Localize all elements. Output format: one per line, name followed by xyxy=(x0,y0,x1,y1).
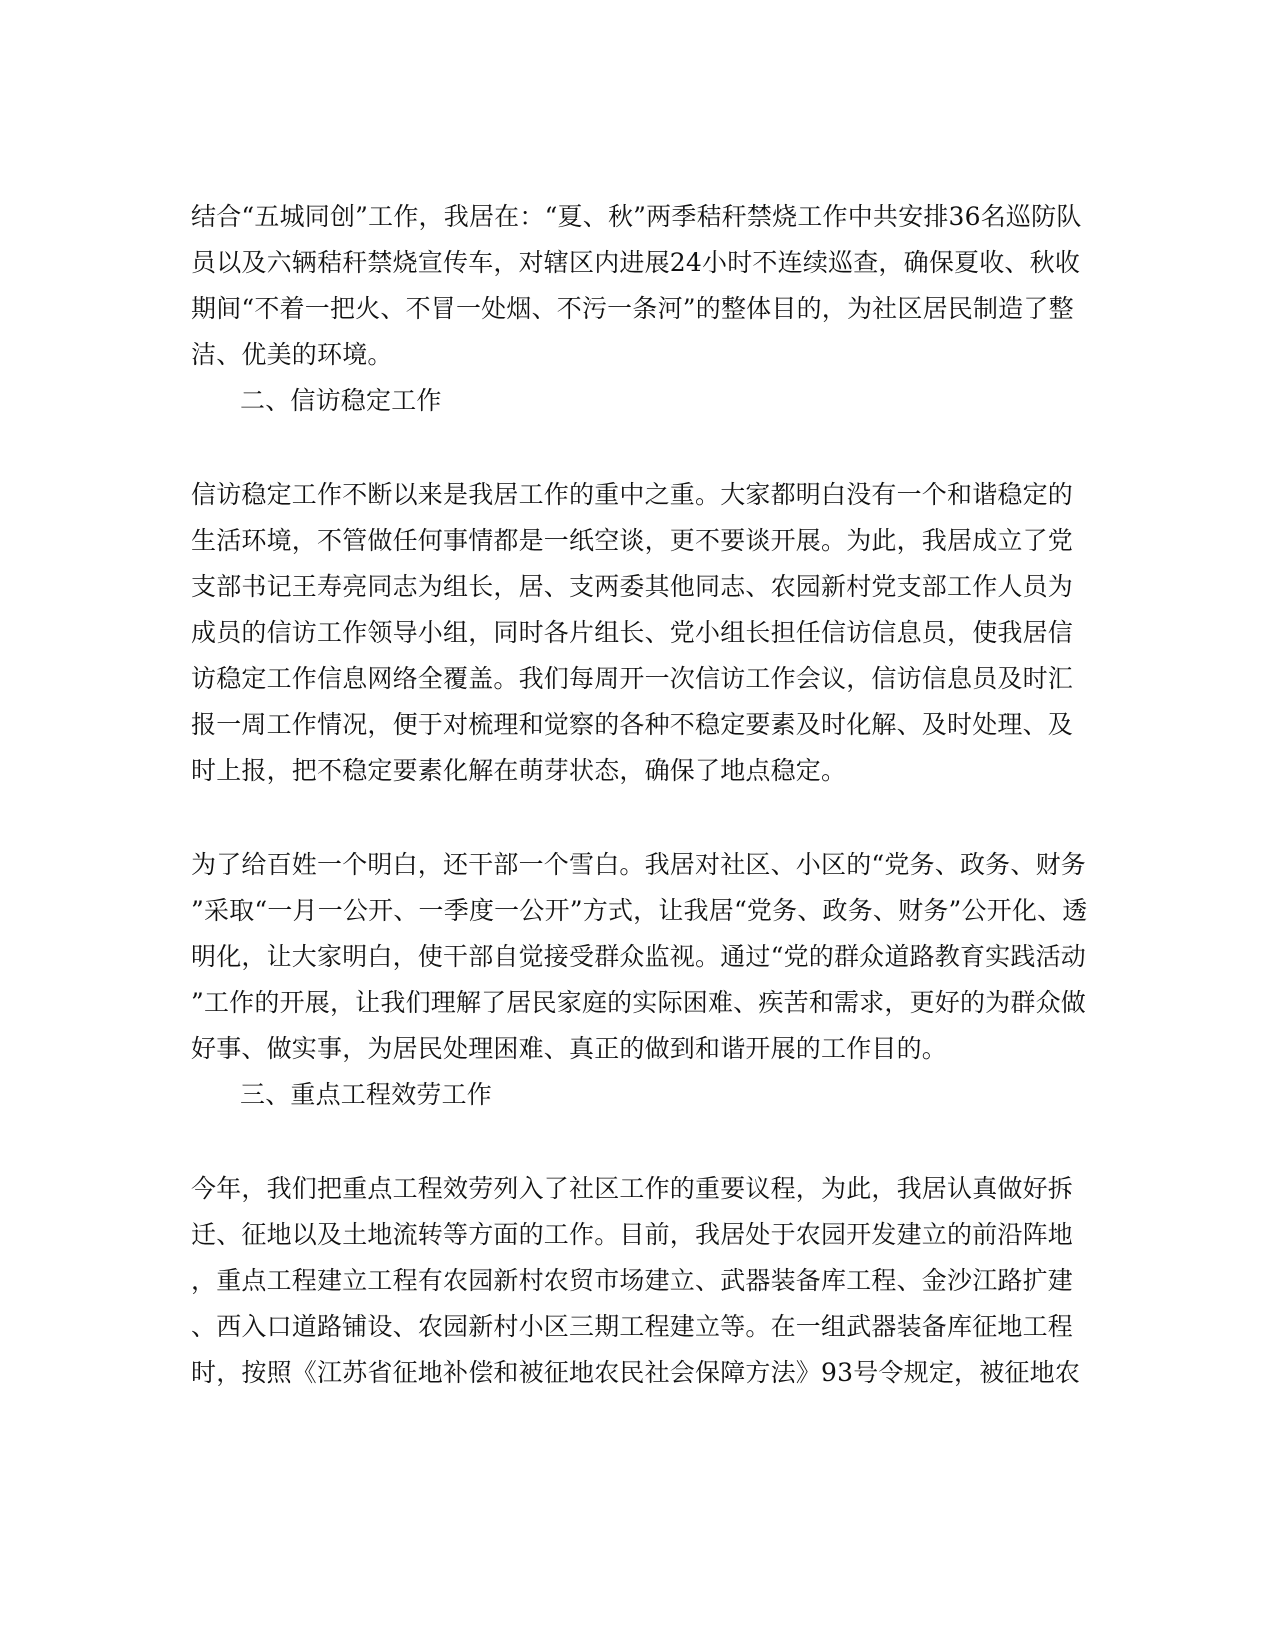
paragraph-line: 时，按照《江苏省征地补偿和被征地农民社会保障方法》93号令规定，被征地农 xyxy=(191,1358,1081,1387)
paragraph-line: 报一周工作情况，便于对梳理和觉察的各种不稳定要素及时化解、及时处理、及 xyxy=(191,710,1074,739)
paragraph-line: 好事、做实事，为居民处理困难、真正的做到和谐开展的工作目的。 xyxy=(191,1034,948,1063)
paragraph-line: 访稳定工作信息网络全覆盖。我们每周开一次信访工作会议，信访信息员及时汇 xyxy=(191,664,1074,693)
section-heading: 二、信访稳定工作 xyxy=(240,386,442,415)
section-heading: 三、重点工程效劳工作 xyxy=(240,1080,493,1109)
paragraph-line: ”采取“一月一公开、一季度一公开”方式，让我居“党务、政务、财务”公开化、透 xyxy=(191,896,1088,925)
paragraph-line: 员以及六辆秸秆禁烧宣传车，对辖区内进展24小时不连续巡查，确保夏收、秋收 xyxy=(191,248,1081,277)
paragraph-line: ”工作的开展，让我们理解了居民家庭的实际困难、疾苦和需求，更好的为群众做 xyxy=(191,988,1086,1017)
paragraph-line: 生活环境，不管做任何事情都是一纸空谈，更不要谈开展。为此，我居成立了党 xyxy=(191,526,1074,555)
paragraph-line: 明化，让大家明白，使干部自觉接受群众监视。通过“党的群众道路教育实践活动 xyxy=(191,942,1086,971)
paragraph-line: 今年，我们把重点工程效劳列入了社区工作的重要议程，为此，我居认真做好拆 xyxy=(191,1174,1074,1203)
paragraph-line: 支部书记王寿亮同志为组长，居、支两委其他同志、农园新村党支部工作人员为 xyxy=(191,572,1074,601)
paragraph-line: 洁、优美的环境。 xyxy=(191,340,393,369)
paragraph-line: 成员的信访工作领导小组，同时各片组长、党小组长担任信访信息员，使我居信 xyxy=(191,618,1074,647)
paragraph-line: 结合“五城同创”工作，我居在：“夏、秋”两季秸秆禁烧工作中共安排36名巡防队 xyxy=(191,202,1082,231)
paragraph-line: 信访稳定工作不断以来是我居工作的重中之重。大家都明白没有一个和谐稳定的 xyxy=(191,480,1074,509)
paragraph-line: 时上报，把不稳定要素化解在萌芽状态，确保了地点稳定。 xyxy=(191,756,847,785)
paragraph-line: 、西入口道路铺设、农园新村小区三期工程建立等。在一组武器装备库征地工程 xyxy=(191,1312,1074,1341)
paragraph-line: 期间“不着一把火、不冒一处烟、不污一条河”的整体目的，为社区居民制造了整 xyxy=(191,294,1074,323)
paragraph-line: ，重点工程建立工程有农园新村农贸市场建立、武器装备库工程、金沙江路扩建 xyxy=(191,1266,1074,1295)
paragraph-line: 为了给百姓一个明白，还干部一个雪白。我居对社区、小区的“党务、政务、财务 xyxy=(191,850,1086,879)
paragraph-line: 迁、征地以及土地流转等方面的工作。目前，我居处于农园开发建立的前沿阵地 xyxy=(191,1220,1074,1249)
